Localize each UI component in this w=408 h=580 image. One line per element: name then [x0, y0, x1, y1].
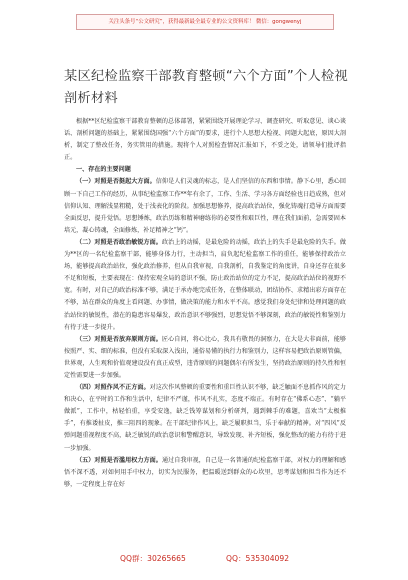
- item-text: 政治上的动摇，是最危险的动摇，政治上的失手是最危险的失手。做为**区的一名纪检监察干部，能够身体力行，主动担当，肩负起纪检监察工作的重任，能够保持政治立场，能够提高政治站位，强化政治修养，但从自我审视，自我剖析，自我鉴定的角度讲，自身还存在很多不足和短板，主要表现在：保持宏观全局的意识不强，防止政治站位的定力不足，提高政治站位的视野不宽。有时，对自己的政治标准不够，满足于承办地完成任务，在整体联动，团结协作、求精出彩方面存在不够，站在群众的角度上看问题、办事情，做决策的能力和水平不高。感觉我们身处纪律和处理问题的政治站位的敏锐性，潜在的隐患容易爆发，政治意识不够强烈，思想觉悟不够深刻，政治的敏锐性和鉴别力有待于进一步提升。: [64, 238, 347, 331]
- document-body: [64, 116, 346, 491]
- qq-group-number: QQ群：30265665: [120, 554, 186, 563]
- item-paragraph: [64, 334, 346, 382]
- item-heading: （五）对照是否滥用权力方面。: [76, 456, 162, 464]
- item-text: 通过自我审视，自己是一名普通的纪检监察干部，对权力的理解和感悟不深不透，对如何用手中权力，切实为民服务，把温暖送到群众的心坎里，思考谋划和担当作为还不够，一定程度上存在好: [64, 456, 347, 488]
- qq-number: QQ：535304092: [226, 554, 290, 563]
- item-heading: （二）对照是否政治敏锐方面。: [76, 238, 162, 246]
- item-paragraph: [64, 455, 346, 491]
- document-title: 某区纪检监察干部教育整顿“六个方面”个人检视剖析材料: [64, 69, 349, 106]
- item-paragraph: [64, 176, 346, 236]
- top-banner[interactable]: 关注头条号“公文研究”，获得最新最全最专业的公文资料库！ 微信：gongwenyj: [76, 14, 334, 30]
- item-text: 信仰是人们灵魂的标志，是人们坚信的东西和事情。静下心里，悉心回顾一下自己工作的经历，从事纪检监察工作**年有余了，工作、生活、学习各方面经验也日趋成熟，但对信仰认知、理解浅显粗糙，处于浅表化的阶段。加强思想修养，提高政治站位，强化铸魂打造导方面需要全面反思，提升觉悟。思想锤炼，政治历练和精神磨练你的必要性和艰巨性，理在我们面前，急需要固本培元，凝心铸魂，全面修炼，补足精神之“钙”。: [64, 178, 347, 234]
- item-paragraph: [64, 382, 346, 455]
- section-heading: 一、存在的主要问题: [76, 166, 131, 174]
- item-heading: （四）对照作风不正方面。: [76, 384, 150, 392]
- item-text: 对这次作风整顿的重要性和重巨性认识不够，缺乏触面不息抓作风的定力和决心，在平时的工作和生活中，纪律不严谨，作风不扎实，态度不端正。有时存在“佛系心态”、“躺平做派”，工作中，枯轻怕重，享受安逸，缺乏钱筹谋划和分析研判，遇到棘手的难题，喜欢当“太极推手”，有推诿扯皮，推三阻四的现象。在干部纪律作风上，缺乏履职担当，乐于奉献的精神。对“四风”反弹问题重视程度不高，缺乏敏锐的政治意识和警醒意识，导致发现、补齐短板，强化整改的能力有待于进一步加强。: [64, 384, 347, 452]
- item-heading: （一）对照是否挺起大方面。: [76, 178, 156, 186]
- item-heading: （三）对照是否放弃原则方面。: [76, 335, 162, 343]
- intro-paragraph: 根据**区纪检监察干部教育整顿的总体部署，紧紧围绕开展理论学习、调查研究、听取意见、谈心谈话、剖析问题的基础上，紧紧围绕国强“六个方面”的要求，进行个人思想大检视、问题大起底，原因大剖析，制定了整改任务，务实管用的措施。现将个人对照检查情况汇报如下，不妥之处，请领导们批评指正。: [64, 118, 346, 162]
- item-paragraph: [64, 237, 346, 334]
- item-text: 匠心自问，将心比心，我具有敬畏的洞察力，在大是大非面前，能够按照严、实、细的标准，但没有采取深入浅出，通俗易懂的执行力和鉴别力，这样容易把政治原则管偏，世界观，人生观和价值观建设没有真正成型，违背原则的问题偶尔有所发生，坚持政治原则的持久性和恒定性需要进一步加强。: [64, 335, 347, 379]
